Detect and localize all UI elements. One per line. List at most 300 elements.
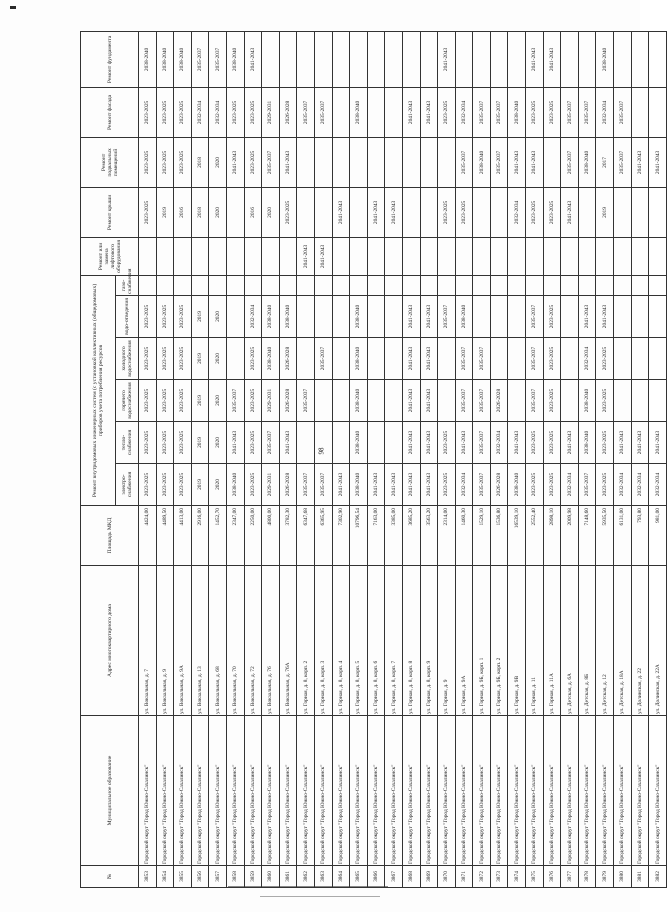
table-row [649, 31, 667, 887]
area-cell: 4424,00 [139, 506, 157, 566]
hot-water-cell: 2026-2028 [490, 380, 508, 422]
area-cell: 4800,00 [262, 506, 280, 566]
area-cell: 2552,40 [526, 506, 544, 566]
cold-water-cell [385, 338, 403, 380]
foundation-cell: 2038-2040 [596, 31, 614, 87]
cold-water-cell: 2035-2037 [473, 338, 491, 380]
lift-cell [526, 237, 544, 275]
basement-cell: 2041-2043 [526, 137, 544, 187]
row-number: 3859 [244, 866, 262, 888]
header-drainage: водо-отведения [116, 296, 139, 338]
heat-cell: 2020 [209, 422, 227, 464]
gas-cell [262, 275, 280, 295]
gas-cell [420, 275, 438, 295]
lift-cell [209, 237, 227, 275]
basement-cell [420, 137, 438, 187]
basement-cell: 2023-2025 [174, 137, 192, 187]
lift-cell [561, 237, 579, 275]
electro-cell: 2041-2043 [402, 464, 420, 506]
basement-cell: 2023-2025 [244, 137, 262, 187]
heat-cell: 2041-2043 [226, 422, 244, 464]
municipality-cell: Городской округ "Город Южно-Сахалинск" [596, 716, 614, 866]
row-number: 3855 [174, 866, 192, 888]
hot-water-cell: 2023-2025 [174, 380, 192, 422]
basement-cell: 2035-2037 [490, 137, 508, 187]
lift-cell [649, 237, 667, 275]
hot-water-cell: 2019 [191, 380, 209, 422]
address-cell: ул. Горная, д. 9Б, корп. 2 [490, 566, 508, 716]
row-number: 3854 [156, 866, 174, 888]
municipality-cell: Городской округ "Город Южно-Сахалинск" [156, 716, 174, 866]
facade-cell: 2035-2037 [561, 87, 579, 137]
facade-cell: 2032-2034 [191, 87, 209, 137]
foundation-cell [332, 31, 350, 87]
basement-cell: 2023-2025 [139, 137, 157, 187]
foundation-cell: 2035-2037 [209, 31, 227, 87]
table-row [438, 31, 456, 887]
hot-water-cell: 2023-2025 [139, 380, 157, 422]
drainage-cell: 2041-2043 [596, 296, 614, 338]
facade-cell: 2029-2031 [262, 87, 280, 137]
drainage-cell [226, 296, 244, 338]
gas-cell [455, 275, 473, 295]
basement-cell [402, 137, 420, 187]
area-cell: 6131,00 [614, 506, 632, 566]
lift-cell [332, 237, 350, 275]
lift-cell [174, 237, 192, 275]
municipality-cell: Городской округ "Город Южно-Сахалинск" [420, 716, 438, 866]
basement-cell [314, 137, 332, 187]
table-row [543, 31, 561, 887]
municipality-cell: Городской округ "Город Южно-Сахалинск" [367, 716, 385, 866]
hot-water-cell [367, 380, 385, 422]
row-number: 3860 [262, 866, 280, 888]
roof-cell: 2023-2025 [279, 187, 297, 237]
foundation-cell [578, 31, 596, 87]
cold-water-cell [367, 338, 385, 380]
facade-cell: 2023-2025 [438, 87, 456, 137]
area-cell: 6365,95 [314, 506, 332, 566]
electro-cell: 2038-2040 [350, 464, 368, 506]
electro-cell: 2032-2034 [631, 464, 649, 506]
basement-cell: 2041-2043 [631, 137, 649, 187]
cold-water-cell: 2038-2040 [350, 338, 368, 380]
row-number: 3876 [543, 866, 561, 888]
gas-cell [279, 275, 297, 295]
cold-water-cell [614, 338, 632, 380]
area-cell: 2314,00 [438, 506, 456, 566]
address-cell: ул. Вокзальная, д. 76 [262, 566, 280, 716]
electro-cell: 2038-2040 [508, 464, 526, 506]
area-cell: 3385,00 [385, 506, 403, 566]
facade-cell: 2035-2037 [490, 87, 508, 137]
drainage-cell [649, 296, 667, 338]
drainage-cell: 2035-2037 [526, 296, 544, 338]
area-cell: 981,00 [649, 506, 667, 566]
drainage-cell [367, 296, 385, 338]
cold-water-cell: 2035-2037 [314, 338, 332, 380]
basement-cell [438, 137, 456, 187]
table-row [332, 31, 350, 887]
facade-cell: 2035-2037 [614, 87, 632, 137]
hot-water-cell [508, 380, 526, 422]
gas-cell [490, 275, 508, 295]
table-body [139, 31, 667, 887]
roof-cell [473, 187, 491, 237]
drainage-cell [631, 296, 649, 338]
roof-cell: 2023-2025 [526, 187, 544, 237]
address-cell: ул. Детская, д. 12 [596, 566, 614, 716]
row-number: 3878 [578, 866, 596, 888]
lift-cell: 2041-2043 [297, 237, 315, 275]
header-roof: Ремонт крыши [81, 187, 139, 237]
gas-cell [596, 275, 614, 295]
lift-cell [262, 237, 280, 275]
table-row [350, 31, 368, 887]
basement-cell: 2018 [191, 137, 209, 187]
header-lift: Ремонт или замена лифтового оборудования [81, 237, 139, 275]
table-row [526, 31, 544, 887]
basement-cell [367, 137, 385, 187]
facade-cell: 2035-2037 [314, 87, 332, 137]
table-row [385, 31, 403, 887]
drainage-cell [508, 296, 526, 338]
facade-cell: 2035-2037 [297, 87, 315, 137]
lift-cell [490, 237, 508, 275]
hot-water-cell: 2038-2040 [578, 380, 596, 422]
lift-cell [473, 237, 491, 275]
area-cell: 2009,98 [561, 506, 579, 566]
electro-cell: 2020 [209, 464, 227, 506]
hot-water-cell: 2041-2043 [420, 380, 438, 422]
address-cell: ул. Горная, д. 11А [543, 566, 561, 716]
foundation-cell: 2038-2040 [174, 31, 192, 87]
table-row [156, 31, 174, 887]
table-row [297, 31, 315, 887]
row-number: 3880 [614, 866, 632, 888]
cold-water-cell: 2023-2025 [543, 338, 561, 380]
cold-water-cell [332, 338, 350, 380]
municipality-cell: Городской округ "Город Южно-Сахалинск" [402, 716, 420, 866]
hot-water-cell [385, 380, 403, 422]
row-number: 3875 [526, 866, 544, 888]
electro-cell: 2019 [191, 464, 209, 506]
municipality-cell: Городской округ "Город Южно-Сахалинск" [279, 716, 297, 866]
header-engineering: Ремонт внутридомовых инженерных систем (с установкой коллективных (общедомовых) приборов учета потребления ресурсов [81, 275, 116, 505]
basement-cell: 2023-2025 [156, 137, 174, 187]
roof-cell [297, 187, 315, 237]
foundation-cell [473, 31, 491, 87]
table-row [420, 31, 438, 887]
municipality-cell: Городской округ "Город Южно-Сахалинск" [209, 716, 227, 866]
foundation-cell [279, 31, 297, 87]
roof-cell: 2041-2043 [561, 187, 579, 237]
gas-cell [174, 275, 192, 295]
row-number: 3858 [226, 866, 244, 888]
area-cell: 2250,00 [244, 506, 262, 566]
electro-cell: 2023-2025 [526, 464, 544, 506]
basement-cell: 2041-2043 [226, 137, 244, 187]
hot-water-cell: 2023-2025 [543, 380, 561, 422]
address-cell: ул. Горная, д. 9В [508, 566, 526, 716]
municipality-cell: Городской округ "Город Южно-Сахалинск" [508, 716, 526, 866]
foundation-cell [490, 31, 508, 87]
header-hot-water: горячего водоснабжения [116, 380, 139, 422]
area-cell: 7163,00 [367, 506, 385, 566]
roof-cell: 2023-2025 [455, 187, 473, 237]
heat-cell: 2035-2037 [262, 422, 280, 464]
row-number: 3874 [508, 866, 526, 888]
foundation-cell [649, 31, 667, 87]
table-row [139, 31, 157, 887]
drainage-cell: 2038-2040 [262, 296, 280, 338]
roof-cell: 2019 [156, 187, 174, 237]
hot-water-cell: 2023-2025 [596, 380, 614, 422]
address-cell: ул. Детская, д. 6А [561, 566, 579, 716]
gas-cell [438, 275, 456, 295]
roof-cell [314, 187, 332, 237]
facade-cell: 2023-2025 [156, 87, 174, 137]
table-row [596, 31, 614, 887]
heat-cell: 2038-2040 [578, 422, 596, 464]
row-number: 3857 [209, 866, 227, 888]
gas-cell [139, 275, 157, 295]
foundation-cell [350, 31, 368, 87]
heat-cell: 2041-2043 [279, 422, 297, 464]
hot-water-cell: 2023-2025 [156, 380, 174, 422]
lift-cell [631, 237, 649, 275]
municipality-cell: Городской округ "Город Южно-Сахалинск" [244, 716, 262, 866]
address-cell: ул. Долинская, д. 22 [631, 566, 649, 716]
heat-cell: 2041-2043 [420, 422, 438, 464]
roof-cell: 2016 [244, 187, 262, 237]
drainage-cell [385, 296, 403, 338]
repair-schedule-table [80, 31, 667, 888]
foundation-cell [314, 31, 332, 87]
foundation-cell [455, 31, 473, 87]
foundation-cell [402, 31, 420, 87]
facade-cell [332, 87, 350, 137]
cold-water-cell: 2019 [191, 338, 209, 380]
lift-cell [596, 237, 614, 275]
cold-water-cell [508, 338, 526, 380]
municipality-cell: Городской округ "Город Южно-Сахалинск" [226, 716, 244, 866]
municipality-cell: Городской округ "Город Южно-Сахалинск" [385, 716, 403, 866]
cold-water-cell: 2023-2025 [596, 338, 614, 380]
basement-cell: 2041-2043 [508, 137, 526, 187]
gas-cell [402, 275, 420, 295]
hot-water-cell [561, 380, 579, 422]
roof-cell: 2023-2025 [543, 187, 561, 237]
heat-cell: 2041-2043 [402, 422, 420, 464]
foundation-cell [385, 31, 403, 87]
heat-cell: 2023-2025 [156, 422, 174, 464]
header-municipality: Муниципальное образование [81, 716, 139, 866]
facade-cell: 2032-2034 [455, 87, 473, 137]
electro-cell: 2038-2040 [226, 464, 244, 506]
lift-cell: 2041-2043 [314, 237, 332, 275]
foundation-cell [614, 31, 632, 87]
drainage-cell [614, 296, 632, 338]
cold-water-cell: 2023-2025 [244, 338, 262, 380]
facade-cell: 2026-2028 [279, 87, 297, 137]
address-cell: ул. Горная, д. 8, корп. 3 [314, 566, 332, 716]
area-cell: 3782,30 [279, 506, 297, 566]
address-cell: ул. Горная, д. 9А [455, 566, 473, 716]
cold-water-cell: 2035-2037 [526, 338, 544, 380]
roof-cell [402, 187, 420, 237]
drainage-cell [561, 296, 579, 338]
foundation-cell: 2038-2040 [226, 31, 244, 87]
electro-cell: 2041-2043 [332, 464, 350, 506]
address-cell: ул. Горная, д. 8, корп. 8 [402, 566, 420, 716]
facade-cell [631, 87, 649, 137]
municipality-cell: Городской округ "Город Южно-Сахалинск" [614, 716, 632, 866]
address-cell: ул. Вокзальная, д. 68 [209, 566, 227, 716]
area-cell: 3685,20 [402, 506, 420, 566]
address-cell: ул. Горная, д. 8, корп. 9 [420, 566, 438, 716]
roof-cell: 2023-2025 [139, 187, 157, 237]
area-cell: 10796,54 [350, 506, 368, 566]
municipality-cell: Городской округ "Город Южно-Сахалинск" [191, 716, 209, 866]
roof-cell: 2041-2043 [385, 187, 403, 237]
cold-water-cell [490, 338, 508, 380]
hot-water-cell: 2035-2037 [526, 380, 544, 422]
cold-water-cell: 2020 [209, 338, 227, 380]
hot-water-cell: 2029-2031 [262, 380, 280, 422]
heat-cell: 2038-2040 [350, 422, 368, 464]
lift-cell [191, 237, 209, 275]
roof-cell [649, 187, 667, 237]
basement-cell: 2038-2040 [473, 137, 491, 187]
gas-cell [649, 275, 667, 295]
address-cell: ул. Горная, д. 8, корп. 7 [385, 566, 403, 716]
heat-cell: 2019 [191, 422, 209, 464]
roof-cell [578, 187, 596, 237]
area-cell: 7148,60 [578, 506, 596, 566]
cold-water-cell: 2035-2037 [455, 338, 473, 380]
lift-cell [508, 237, 526, 275]
table-row [314, 31, 332, 887]
heat-cell: 2023-2025 [596, 422, 614, 464]
electro-cell: 2035-2037 [297, 464, 315, 506]
basement-cell: 2041-2043 [279, 137, 297, 187]
roof-cell: 2023-2025 [438, 187, 456, 237]
gas-cell [209, 275, 227, 295]
cold-water-cell: 2041-2043 [402, 338, 420, 380]
header-electro: электро-снабжения [116, 464, 139, 506]
table-row [508, 31, 526, 887]
cold-water-cell: 2023-2025 [139, 338, 157, 380]
electro-cell: 2026-2028 [279, 464, 297, 506]
address-cell: ул. Вокзальная, д. 72 [244, 566, 262, 716]
hot-water-cell: 2035-2037 [473, 380, 491, 422]
row-number: 3881 [631, 866, 649, 888]
address-cell: ул. Вокзальная, д. 70 [226, 566, 244, 716]
cold-water-cell [561, 338, 579, 380]
area-cell: 6347,68 [297, 506, 315, 566]
heat-cell [367, 422, 385, 464]
heat-cell: 2035-2037 [473, 422, 491, 464]
facade-cell: 2023-2025 [526, 87, 544, 137]
heat-cell [332, 422, 350, 464]
row-number: 3856 [191, 866, 209, 888]
electro-cell: 2041-2043 [367, 464, 385, 506]
address-cell: ул. Вокзальная, д. 13 [191, 566, 209, 716]
foundation-cell: 2041-2043 [438, 31, 456, 87]
drainage-cell: 2038-2040 [279, 296, 297, 338]
heat-cell [314, 422, 332, 464]
roof-cell: 2041-2043 [367, 187, 385, 237]
header-basement: Ремонт подвальных помещений [81, 137, 139, 187]
heat-cell: 2041-2043 [649, 422, 667, 464]
row-number: 3882 [649, 866, 667, 888]
area-cell: 793,80 [631, 506, 649, 566]
lift-cell [367, 237, 385, 275]
electro-cell: 2035-2037 [578, 464, 596, 506]
gas-cell [561, 275, 579, 295]
heat-cell: 2041-2043 [508, 422, 526, 464]
basement-cell [543, 137, 561, 187]
row-number: 3868 [402, 866, 420, 888]
roof-cell [226, 187, 244, 237]
area-cell: 3563,20 [420, 506, 438, 566]
gas-cell [578, 275, 596, 295]
heat-cell: 2041-2043 [631, 422, 649, 464]
gas-cell [332, 275, 350, 295]
table-row [561, 31, 579, 887]
row-number: 3864 [332, 866, 350, 888]
gas-cell [244, 275, 262, 295]
hot-water-cell [332, 380, 350, 422]
foundation-cell: 2041-2043 [244, 31, 262, 87]
foundation-cell: 2035-2037 [191, 31, 209, 87]
facade-cell: 2038-2040 [350, 87, 368, 137]
address-cell: ул. Вокзальная, д. 9А [174, 566, 192, 716]
drainage-cell [297, 296, 315, 338]
area-cell: 1536,80 [490, 506, 508, 566]
drainage-cell: 2041-2043 [402, 296, 420, 338]
cold-water-cell [631, 338, 649, 380]
gas-cell [156, 275, 174, 295]
header-area: Площадь МКД [81, 506, 139, 566]
electro-cell: 2032-2034 [561, 464, 579, 506]
header-cold-water: холодного водоснабжения [116, 338, 139, 380]
table-row [490, 31, 508, 887]
header-heat: тепло-снабжения [116, 422, 139, 464]
municipality-cell: Городской округ "Город Южно-Сахалинск" [174, 716, 192, 866]
municipality-cell: Городской округ "Город Южно-Сахалинск" [297, 716, 315, 866]
hot-water-cell: 2035-2037 [297, 380, 315, 422]
electro-cell: 2032-2034 [614, 464, 632, 506]
drainage-cell: 2038-2040 [350, 296, 368, 338]
municipality-cell: Городской округ "Город Южно-Сахалинск" [473, 716, 491, 866]
area-cell: 1529,10 [473, 506, 491, 566]
facade-cell: 2035-2037 [578, 87, 596, 137]
foundation-cell [561, 31, 579, 87]
address-cell: ул. Горная, д. 9 [438, 566, 456, 716]
drainage-cell [490, 296, 508, 338]
municipality-cell: Городской округ "Город Южно-Сахалинск" [139, 716, 157, 866]
drainage-cell: 2023-2025 [543, 296, 561, 338]
area-cell: 4489,50 [156, 506, 174, 566]
lift-cell [226, 237, 244, 275]
facade-cell: 2023-2025 [244, 87, 262, 137]
roof-cell: 2041-2043 [332, 187, 350, 237]
cold-water-cell [649, 338, 667, 380]
lift-cell [402, 237, 420, 275]
heat-cell: 2023-2025 [543, 422, 561, 464]
